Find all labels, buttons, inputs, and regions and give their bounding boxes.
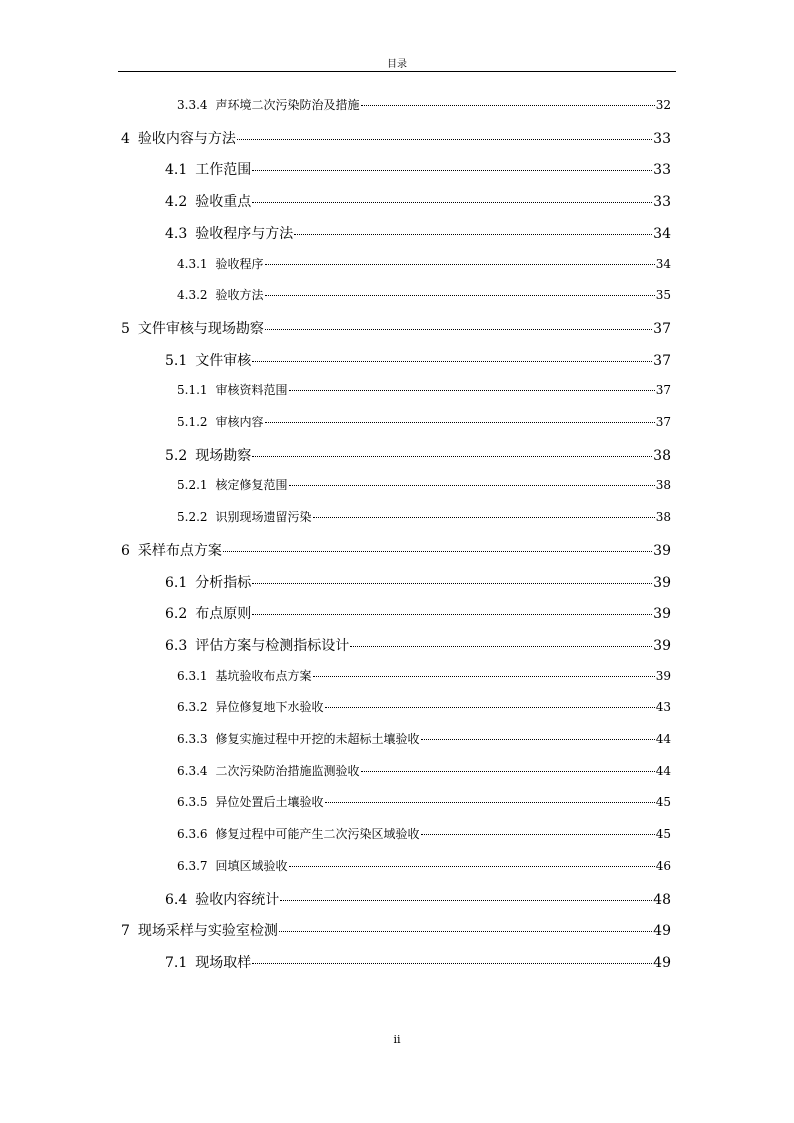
toc-entry-number: 5.1 [165,352,188,369]
toc-entry[interactable] [165,889,671,909]
toc-entry-title: 现场取样 [195,954,252,971]
toc-entry-title: 分析指标 [195,574,252,591]
toc-entry-page: 39 [653,637,671,654]
toc-entry-number: 5.2 [165,447,188,464]
toc-entry-number: 7.1 [165,954,188,971]
dot-leader [421,739,655,740]
toc-entry[interactable] [165,191,671,211]
toc-entry-number: 6.3.3 [177,732,208,746]
toc-entry[interactable] [165,445,671,465]
dot-leader [289,485,655,486]
toc-entry-number: 3.3.4 [177,98,208,112]
toc-entry-page: 37 [653,352,671,369]
toc-entry[interactable] [177,825,671,842]
toc-entry-page: 34 [653,225,671,242]
toc-entry-number: 4.1 [165,162,188,179]
toc-entry-number: 6.3.6 [177,827,208,842]
toc-entry-page: 34 [655,256,671,271]
toc-entry-title: 布点原则 [195,606,252,623]
dot-leader [237,139,652,140]
toc-entry[interactable] [121,318,671,338]
toc-entry-page: 33 [653,194,671,211]
toc-entry[interactable] [165,350,671,370]
toc-entry-number: 5.2.1 [177,478,208,493]
toc-entry-page: 43 [655,700,671,715]
toc-entry-title: 回填区域验收 [215,858,288,873]
toc-entry[interactable] [165,635,671,655]
toc-entry[interactable] [177,381,671,398]
toc-entry-page: 35 [655,288,671,303]
toc-entry-number: 4 [121,130,130,147]
toc-entry-number: 6.3 [165,637,188,654]
toc-entry-title: 基坑验收布点方案 [215,668,312,683]
toc-entry-title: 审核资料范围 [215,383,288,398]
toc-entry-title: 工作范围 [195,162,252,179]
page-number: ii [393,1033,401,1046]
toc-entry-title: 文件审核与现场勘察 [137,320,264,337]
toc-entry-number: 4.3.1 [177,256,208,271]
toc-entry-title: 审核内容 [215,415,264,429]
toc-entry[interactable] [165,223,671,243]
toc-entry[interactable] [177,413,671,430]
toc-entry-number: 5.1.1 [177,383,208,398]
dot-leader [294,234,652,235]
dot-leader [265,264,655,265]
toc-entry-number: 6.3.1 [177,668,208,683]
toc-entry-title: 验收内容统计 [195,891,280,908]
toc-entry-title: 识别现场遗留污染 [215,510,312,525]
toc-entry-number: 6 [121,542,130,559]
dot-leader [252,170,652,171]
dot-leader [252,583,652,584]
toc-entry-number: 4.2 [165,194,188,211]
toc-entry-number: 6.3.7 [177,858,208,873]
toc-entry-title: 验收重点 [195,194,252,211]
dot-leader [252,361,652,362]
dot-leader [280,900,652,901]
toc-entry-page: 38 [655,478,671,493]
dot-leader [325,802,655,803]
toc-entry-page: 39 [653,542,671,559]
toc-entry[interactable] [121,920,671,940]
toc-entry[interactable] [165,159,671,179]
toc-entry[interactable] [177,255,671,272]
toc-entry-title: 二次污染防治措施监测验收 [215,763,360,778]
dot-leader [350,646,652,647]
toc-entry-page: 44 [655,763,671,778]
toc-entry-page: 49 [653,954,671,971]
toc-entry-page: 38 [653,447,671,464]
toc-entry-number: 4.3.2 [177,288,208,303]
toc-entry-page: 39 [653,574,671,591]
toc-entry-number: 5.2.2 [177,510,208,525]
toc-entry[interactable] [165,952,671,972]
toc-entry-page: 37 [655,383,671,398]
toc-entry[interactable] [177,476,671,493]
toc-entry-title: 异位处置后土壤验收 [215,795,324,810]
toc-entry-title: 验收程序 [215,256,264,271]
toc-entry-title: 文件审核 [195,352,252,369]
toc-entry-number: 7 [121,923,130,940]
dot-leader [265,295,655,296]
dot-leader [279,931,652,932]
toc-entry[interactable] [177,730,671,747]
toc-entry[interactable] [177,698,671,715]
toc-entry-page: 32 [655,98,671,112]
toc-entry-title: 验收程序与方法 [195,225,294,242]
toc-entry[interactable] [177,508,671,525]
toc-entry[interactable] [121,128,671,148]
toc-entry-title: 声环境二次污染防治及措施 [215,98,360,112]
dot-leader [265,329,652,330]
dot-leader [421,834,655,835]
toc-entry[interactable] [165,603,671,623]
toc-entry-number: 5 [121,320,130,337]
dot-leader [252,614,652,615]
dot-leader [289,866,655,867]
dot-leader [223,551,652,552]
dot-leader [252,202,652,203]
running-header-title: 目录 [387,59,407,70]
toc-entry-page: 46 [655,858,671,873]
dot-leader [265,422,655,423]
toc-entry-page: 33 [653,130,671,147]
toc-entry-page: 39 [655,668,671,683]
dot-leader [361,105,655,106]
toc-entry-page: 33 [653,162,671,179]
toc-entry-title: 评估方案与检测指标设计 [195,637,350,654]
toc-entry-title: 采样布点方案 [137,542,222,559]
toc-entry[interactable] [177,96,671,113]
dot-leader [289,390,655,391]
header-rule [118,71,676,72]
toc-entry-title: 现场勘察 [195,447,252,464]
toc-entry-page: 44 [655,732,671,746]
toc-entry-page: 38 [655,510,671,525]
toc-entry-page: 39 [653,606,671,623]
toc-entry-number: 6.4 [165,891,188,908]
toc-entry[interactable] [177,286,671,303]
toc-entry-number: 6.1 [165,574,188,591]
toc-entry-title: 修复实施过程中开挖的未超标土壤验收 [215,732,420,746]
toc-entry[interactable] [121,540,671,560]
dot-leader [252,963,652,964]
toc-entry-title: 修复过程中可能产生二次污染区域验收 [215,827,420,842]
toc-entry-page: 45 [655,795,671,810]
toc-entry-title: 验收方法 [215,288,264,303]
toc-entry-number: 5.1.2 [177,415,208,429]
toc-entry-title: 现场采样与实验室检测 [137,923,278,940]
toc-entry[interactable] [177,667,671,684]
toc-entry-page: 45 [655,827,671,842]
toc-entry[interactable] [177,857,671,874]
dot-leader [325,707,655,708]
toc-entry-title: 异位修复地下水验收 [215,700,324,715]
dot-leader [361,771,655,772]
toc-entry-page: 37 [653,320,671,337]
toc-entry-number: 6.3.5 [177,795,208,810]
toc-entry-number: 6.3.2 [177,700,208,715]
toc-entry-page: 37 [655,415,671,429]
toc-entry[interactable] [177,793,671,810]
dot-leader [252,456,652,457]
dot-leader [313,676,655,677]
toc-entry-number: 6.2 [165,606,188,623]
toc-entry-number: 6.3.4 [177,763,208,778]
dot-leader [313,517,655,518]
toc-entry-page: 49 [653,923,671,940]
toc-entry-page: 48 [653,891,671,908]
toc-entry-number: 4.3 [165,225,188,242]
toc-entry[interactable] [165,572,671,592]
toc-entry-title: 核定修复范围 [215,478,288,493]
toc-entry[interactable] [177,762,671,779]
toc-entry-title: 验收内容与方法 [137,130,236,147]
